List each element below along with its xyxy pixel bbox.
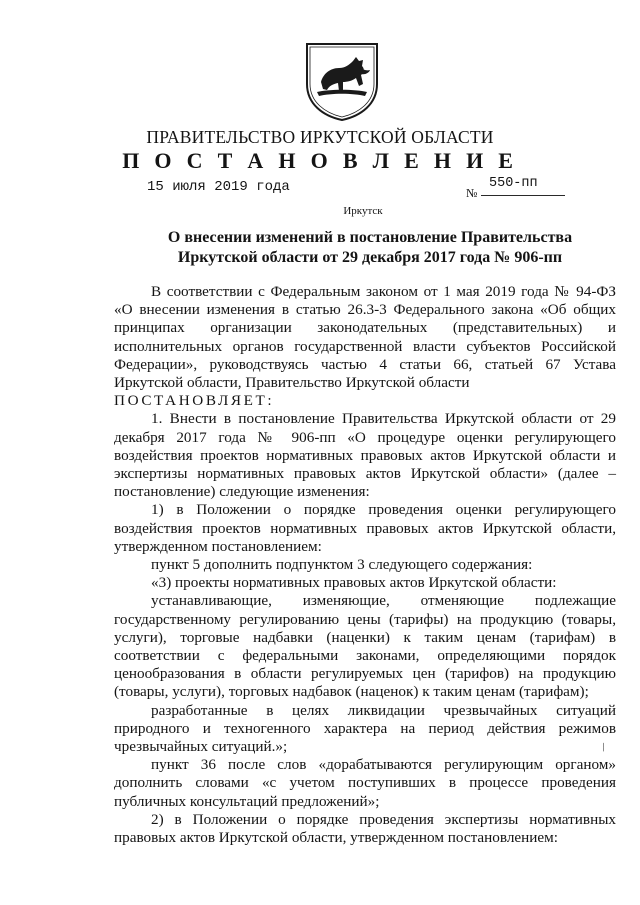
subclause-2-paragraph: 2) в Положении о порядке проведения экспертизы нормативных правовых актов Иркутской области, утвержденном постановлением: xyxy=(114,810,616,847)
government-name: ПРАВИТЕЛЬСТВО ИРКУТСКОЙ ОБЛАСТИ xyxy=(146,127,494,147)
number-sign: № xyxy=(466,186,478,200)
item-5-paragraph: пункт 5 дополнить подпунктом 3 следующего содержания: xyxy=(151,556,533,574)
resolves-heading: ПОСТАНОВЛЯЕТ: xyxy=(114,392,275,410)
city-name: Иркутск xyxy=(343,205,383,217)
emergency-acts-paragraph: разработанные в целях ликвидации чрезвычайных ситуаций природного и техногенного характера на период действия режимов чрезвычайных ситуаций.»; xyxy=(114,701,616,756)
preamble-paragraph: В соответствии с Федеральным законом от 1 мая 2019 года № 94-ФЗ «О внесении изменения в статью 26.3-3 Федерального закона «Об общих принципах организации законодательных (представительных) и исполнительных органов государственной власти субъектов Российской Федерации», руководствуясь частью 4 статьи 66, статьей 67 Устава Иркутской области, Правительство Иркутской области xyxy=(114,283,616,392)
decree-subject: О внесении изменений в постановление Правительства Иркутской области от 29 декабря 2017 года № 906-пп xyxy=(167,229,573,266)
clause-1-paragraph: 1. Внести в постановление Правительства Иркутской области от 29 декабря 2017 года № 906-пп «О процедуре оценки регулирующего воздействия проектов нормативных правовых актов Иркутской области и экспертизы нормативных правовых актов Иркутской области» (далее – постановление) следующие изменения: xyxy=(114,410,616,501)
decree-date: 15 июля 2019 года xyxy=(147,179,290,195)
pen-mark-icon: / xyxy=(599,739,608,755)
item-36-paragraph: пункт 36 после слов «дорабатываются регулирующим органом» дополнить словами «с учетом поступивших в процессе проведения публичных консультаций предложений»; xyxy=(114,756,616,810)
decree-body xyxy=(114,283,616,847)
pricing-acts-paragraph: устанавливающие, изменяющие, отменяющие подлежащие государственному регулированию цены (тарифы) на продукцию (товары, услуги), торговые надбавки (наценки) к таким ценам (тарифам) в соответствии с федеральными законами, определяющими порядок ценообразования в области регулируемых цен (тарифов) на продукцию (товары, услуги), торговых надбавок (наценок) к таким ценам (тарифам); xyxy=(114,592,616,701)
subclause-1-paragraph: 1) в Положении о порядке проведения оценки регулирующего воздействия проектов нормативных правовых актов Иркутской области, утвержденном постановлением: xyxy=(114,501,616,555)
document-type-title: П О С Т А Н О В Л Е Н И Е xyxy=(122,148,518,173)
decree-number: 550-пп xyxy=(489,176,538,191)
coat-of-arms-icon xyxy=(303,40,381,122)
subitem-3-paragraph: «3) проекты нормативных правовых актов Иркутской области: xyxy=(151,574,557,592)
